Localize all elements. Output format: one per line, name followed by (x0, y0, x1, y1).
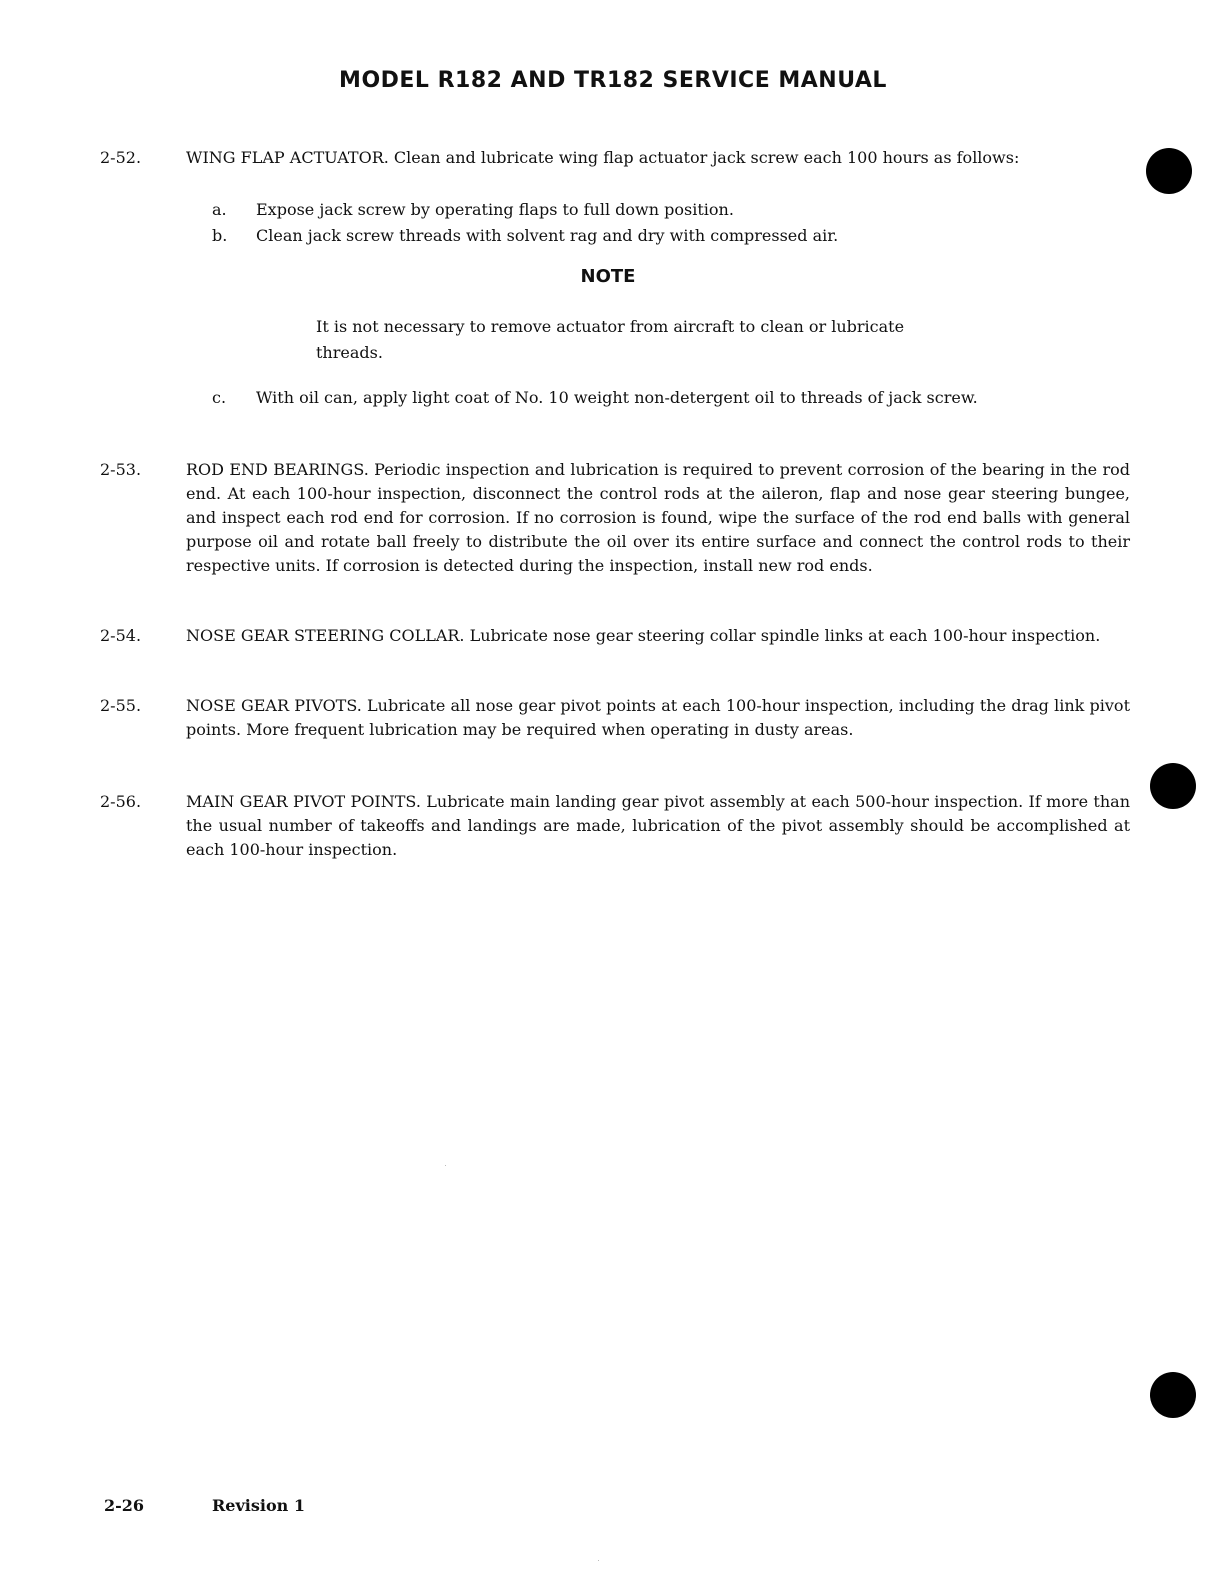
step-letter: c. (212, 388, 227, 407)
binder-hole-mark (1150, 763, 1196, 809)
section-text: NOSE GEAR PIVOTS. Lubricate all nose gear pivot points at each 100-hour inspection, including the drag link pivot points. More frequent lubrication may be required when operating in dusty areas. (186, 696, 1130, 739)
step-c (212, 386, 1132, 410)
section-text: WING FLAP ACTUATOR. Clean and lubricate wing flap actuator jack screw each 100 hours as follows: (186, 148, 1020, 167)
step-b (212, 224, 1132, 248)
step-letter: a. (212, 200, 227, 219)
section-number: 2-54. (100, 626, 142, 645)
section-text: NOSE GEAR STEERING COLLAR. Lubricate nose gear steering collar spindle links at each 100-hour inspection. (186, 626, 1101, 645)
note-heading: NOTE (580, 266, 636, 287)
section-2-56 (100, 790, 1130, 862)
section-2-53 (100, 458, 1130, 578)
step-text: With oil can, apply light coat of No. 10 weight non-detergent oil to threads of jack screw. (256, 388, 978, 407)
section-2-55 (100, 694, 1130, 742)
step-text: Clean jack screw threads with solvent rag and dry with compressed air. (256, 226, 839, 245)
page-number: 2-26 (104, 1496, 145, 1515)
section-number: 2-56. (100, 792, 142, 811)
section-text: ROD END BEARINGS. Periodic inspection and lubrication is required to prevent corrosion of the bearing in the rod end. At each 100-hour inspection, disconnect the control rods at the aileron, flap and nose gear steering bungee, and inspect each rod end for corrosion. If no corrosion is found, wipe the surface of the rod end balls with general purpose oil and rotate ball freely to distribute the oil over its entire surface and connect the control rods to their respective units. If corrosion is detected during the inspection, install new rod ends. (186, 460, 1130, 575)
step-text: Expose jack screw by operating flaps to full down position. (256, 200, 734, 219)
section-text: MAIN GEAR PIVOT POINTS. Lubricate main landing gear pivot assembly at each 500-hour inspection. If more than the usual number of takeoffs and landings are made, lubrication of the pivot assembly should be accomplished at each 100-hour inspection. (186, 792, 1130, 859)
note-text: It is not necessary to remove actuator from aircraft to clean or lubricate threads. (316, 317, 905, 362)
scan-speck (598, 1560, 599, 1561)
section-2-52 (100, 146, 1130, 170)
section-2-54 (100, 624, 1130, 648)
section-number: 2-52. (100, 148, 142, 167)
page-title: MODEL R182 AND TR182 SERVICE MANUAL (339, 68, 887, 93)
step-a (212, 198, 1132, 222)
binder-hole-mark (1146, 148, 1192, 194)
step-letter: b. (212, 226, 228, 245)
scan-speck (445, 1165, 446, 1166)
revision-label: Revision 1 (212, 1496, 305, 1515)
section-number: 2-55. (100, 696, 142, 715)
binder-hole-mark (1150, 1372, 1196, 1418)
section-number: 2-53. (100, 460, 142, 479)
